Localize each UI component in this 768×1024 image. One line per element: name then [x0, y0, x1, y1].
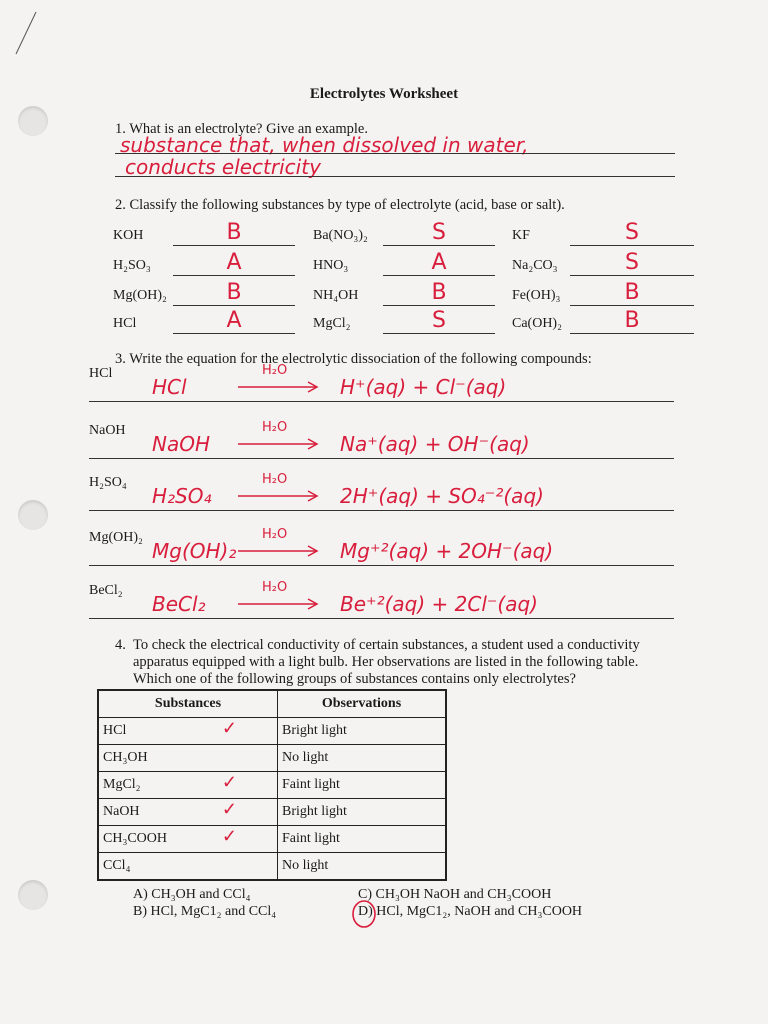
checkmark-icon: ✓: [221, 772, 237, 792]
q1-answer-line2: conducts electricity: [125, 155, 321, 179]
q2-answer-line: [173, 275, 295, 276]
q3-reactant: H₂SO₄: [152, 484, 212, 508]
option-d-circle-mark: [350, 898, 378, 930]
q3-products: Mg⁺²(aq) + 2OH⁻(aq): [340, 539, 554, 563]
option-b[interactable]: B) HCl, MgC1₂ and CCl₄: [133, 904, 277, 919]
binder-hole-middle: [18, 500, 48, 530]
header-substances: Substances: [98, 690, 278, 718]
q3-reactant: NaOH: [152, 432, 210, 456]
worksheet-title: Electrolytes Worksheet: [309, 86, 459, 102]
q3-products: Na⁺(aq) + OH⁻(aq): [340, 432, 530, 456]
q2-answer-line: [570, 275, 694, 276]
q3-answer-line: [89, 618, 674, 619]
reaction-arrow-icon: [236, 381, 320, 393]
q2-substance: H₂SO₃: [113, 258, 151, 273]
q4-line2: apparatus equipped with a light bulb. Her observations are listed in the following table.: [133, 654, 639, 670]
q2-answer-line: [570, 305, 694, 306]
option-a[interactable]: A) CH₃OH and CCl₄: [133, 887, 251, 902]
observations-table: [97, 689, 447, 881]
q2-substance: Ba(NO₃)₂: [313, 228, 368, 243]
substance-name: CCl₄: [103, 858, 131, 873]
q3-question: 3. Write the equation for the electrolytic dissociation of the following compounds:: [115, 351, 592, 367]
substance-name: CH₃COOH: [103, 831, 167, 846]
q2-answer-line: [383, 275, 495, 276]
q2-answer: B: [226, 280, 242, 305]
q3-products: 2H⁺(aq) + SO₄⁻²(aq): [340, 484, 544, 508]
substance-name: CH₃OH: [103, 750, 148, 765]
table-row: [98, 745, 446, 772]
table-row: [98, 853, 446, 881]
q2-substance: KF: [512, 228, 530, 243]
q2-answer-line: [173, 305, 295, 306]
q1-answer-line1: substance that, when dissolved in water,: [120, 133, 529, 157]
q2-substance: HNO₃: [313, 258, 349, 273]
substance-name: HCl: [103, 723, 127, 738]
checkmark-icon: ✓: [221, 799, 237, 819]
q3-compound-label: NaOH: [89, 423, 126, 438]
q1-question: 1. What is an electrolyte? Give an example.: [115, 121, 368, 137]
q3-compound-label: H₂SO₄: [89, 475, 127, 490]
q2-substance: HCl: [113, 316, 137, 331]
q3-answer-line: [89, 458, 674, 459]
checkmark-icon: ✓: [221, 826, 237, 846]
q2-answer-line: [383, 333, 495, 334]
q2-answer: B: [624, 280, 640, 305]
q4-line1: To check the electrical conductivity of certain substances, a student used a conductivity: [133, 637, 640, 653]
q3-compound-label: BeCl₂: [89, 583, 123, 598]
header-observations: Observations: [278, 690, 447, 718]
binder-hole-top: [18, 106, 48, 136]
q4-number: 4.: [115, 637, 126, 653]
q2-substance: Fe(OH)₃: [512, 288, 561, 303]
substance-cell: [98, 745, 278, 772]
substance-cell: [98, 718, 278, 745]
q2-answer: S: [625, 250, 639, 275]
q2-answer: S: [432, 308, 446, 333]
q2-answer-line: [173, 333, 295, 334]
reaction-arrow-icon: [236, 490, 320, 502]
q3-arrow-condition: H₂O: [262, 527, 288, 542]
table-row: [98, 826, 446, 853]
q2-substance: Na₂CO₃: [512, 258, 558, 273]
substance-name: NaOH: [103, 804, 140, 819]
substance-cell: [98, 772, 278, 799]
q3-products: H⁺(aq) + Cl⁻(aq): [340, 375, 507, 399]
observation-cell: Bright light: [278, 718, 447, 745]
q2-substance: Mg(OH)₂: [113, 288, 167, 303]
q3-answer-line: [89, 565, 674, 566]
q3-arrow-condition: H₂O: [262, 472, 288, 487]
observation-cell: No light: [278, 745, 447, 772]
q2-answer: A: [226, 308, 242, 333]
q2-answer-line: [173, 245, 295, 246]
reaction-arrow-icon: [236, 598, 320, 610]
table-row: [98, 799, 446, 826]
q2-substance: NH₄OH: [313, 288, 359, 303]
q4-line3: Which one of the following groups of substances contains only electrolytes?: [133, 671, 576, 687]
q2-question: 2. Classify the following substances by type of electrolyte (acid, base or salt).: [115, 197, 565, 213]
q2-answer-line: [570, 333, 694, 334]
q3-answer-line: [89, 510, 674, 511]
checkmark-icon: ✓: [221, 718, 237, 738]
option-d[interactable]: D) HCl, MgC1₂, NaOH and CH₃COOH: [358, 904, 583, 919]
option-c[interactable]: C) CH₃OH NaOH and CH₃COOH: [358, 887, 552, 902]
q3-arrow-condition: H₂O: [262, 580, 288, 595]
reaction-arrow-icon: [236, 545, 320, 557]
reaction-arrow-icon: [236, 438, 320, 450]
q2-answer-line: [383, 245, 495, 246]
observation-cell: Faint light: [278, 826, 447, 853]
q2-answer-line: [383, 305, 495, 306]
q3-compound-label: HCl: [89, 366, 113, 381]
q3-products: Be⁺²(aq) + 2Cl⁻(aq): [340, 592, 538, 616]
q2-substance: KOH: [113, 228, 144, 243]
substance-cell: [98, 826, 278, 853]
q3-reactant: Mg(OH)₂: [152, 539, 237, 563]
binder-hole-bottom: [18, 880, 48, 910]
q3-arrow-condition: H₂O: [262, 363, 288, 378]
q2-answer: A: [226, 250, 242, 275]
observation-cell: No light: [278, 853, 447, 881]
substance-cell: [98, 853, 278, 881]
q2-answer: B: [431, 280, 447, 305]
table-row: [98, 718, 446, 745]
q3-arrow-condition: H₂O: [262, 420, 288, 435]
q2-answer: B: [226, 220, 242, 245]
q2-answer: A: [431, 250, 447, 275]
substance-cell: [98, 799, 278, 826]
substance-name: MgCl₂: [103, 777, 141, 792]
q2-answer: S: [625, 220, 639, 245]
pencil-mark: [10, 8, 40, 58]
q1-line1: [115, 153, 675, 154]
q3-answer-line: [89, 401, 674, 402]
table-row: [98, 772, 446, 799]
q2-answer: B: [624, 308, 640, 333]
observation-cell: Faint light: [278, 772, 447, 799]
observation-cell: Bright light: [278, 799, 447, 826]
q2-substance: Ca(OH)₂: [512, 316, 562, 331]
q2-answer: S: [432, 220, 446, 245]
q1-line2: [115, 176, 675, 177]
q2-answer-line: [570, 245, 694, 246]
q3-reactant: HCl: [152, 375, 187, 399]
q3-compound-label: Mg(OH)₂: [89, 530, 143, 545]
q2-substance: MgCl₂: [313, 316, 351, 331]
q3-reactant: BeCl₂: [152, 592, 206, 616]
